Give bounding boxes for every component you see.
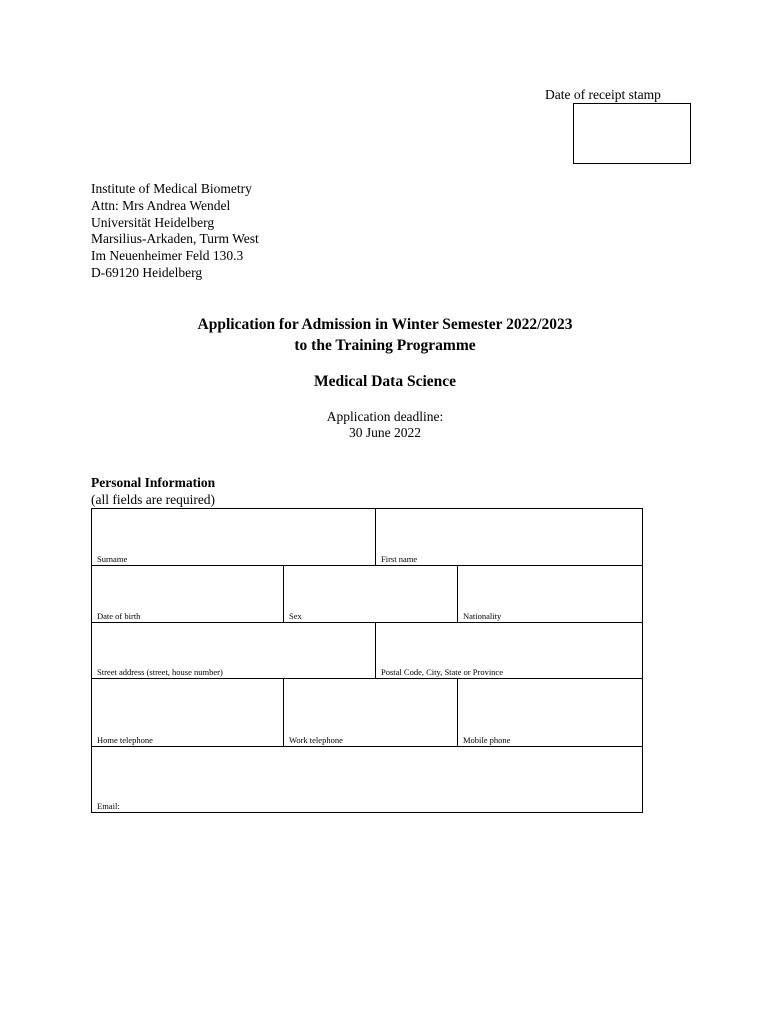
work-telephone-label: Work telephone xyxy=(289,735,343,745)
sex-label: Sex xyxy=(289,611,302,621)
address-line: Attn: Mrs Andrea Wendel xyxy=(91,197,231,213)
application-subtitle: to the Training Programme xyxy=(294,337,476,354)
application-title: Application for Admission in Winter Semester 2022/2023 xyxy=(197,316,573,333)
nationality-label: Nationality xyxy=(463,611,502,621)
programme-name: Medical Data Science xyxy=(313,373,457,390)
deadline-label: Application deadline: xyxy=(326,409,444,424)
email-label: Email: xyxy=(97,801,120,811)
date-of-birth-label: Date of birth xyxy=(97,611,141,621)
personal-info-note: (all fields are required) xyxy=(91,492,216,507)
date-of-birth-field[interactable] xyxy=(92,566,284,623)
address-line: Universität Heidelberg xyxy=(91,214,215,230)
street-address-label: Street address (street, house number) xyxy=(97,667,223,677)
home-telephone-label: Home telephone xyxy=(97,735,153,745)
personal-info-form xyxy=(91,508,643,813)
first-name-field[interactable] xyxy=(376,509,642,566)
address-line: Marsilius-Arkaden, Turm West xyxy=(91,231,259,247)
first-name-label: First name xyxy=(381,554,418,564)
surname-label: Surname xyxy=(97,554,128,564)
deadline-date: 30 June 2022 xyxy=(349,425,421,440)
work-telephone-field[interactable] xyxy=(284,679,458,747)
receipt-stamp-label: Date of receipt stamp xyxy=(545,87,661,102)
address-line: Institute of Medical Biometry xyxy=(91,181,252,196)
personal-info-heading: Personal Information xyxy=(91,475,216,490)
surname-field[interactable] xyxy=(92,509,376,566)
email-field[interactable] xyxy=(92,747,642,812)
mobile-phone-field[interactable] xyxy=(458,679,642,747)
address-line: D-69120 Heidelberg xyxy=(91,264,203,280)
nationality-field[interactable] xyxy=(458,566,642,623)
sex-field[interactable] xyxy=(284,566,458,623)
home-telephone-field[interactable] xyxy=(92,679,284,747)
mobile-phone-label: Mobile phone xyxy=(463,735,511,745)
address-line: Im Neuenheimer Feld 130.3 xyxy=(91,248,244,264)
recipient-address xyxy=(91,181,259,282)
street-address-field[interactable] xyxy=(92,623,376,679)
receipt-stamp-box xyxy=(573,103,691,164)
postal-code-field[interactable] xyxy=(376,623,642,679)
postal-code-label: Postal Code, City, State or Province xyxy=(381,667,503,677)
